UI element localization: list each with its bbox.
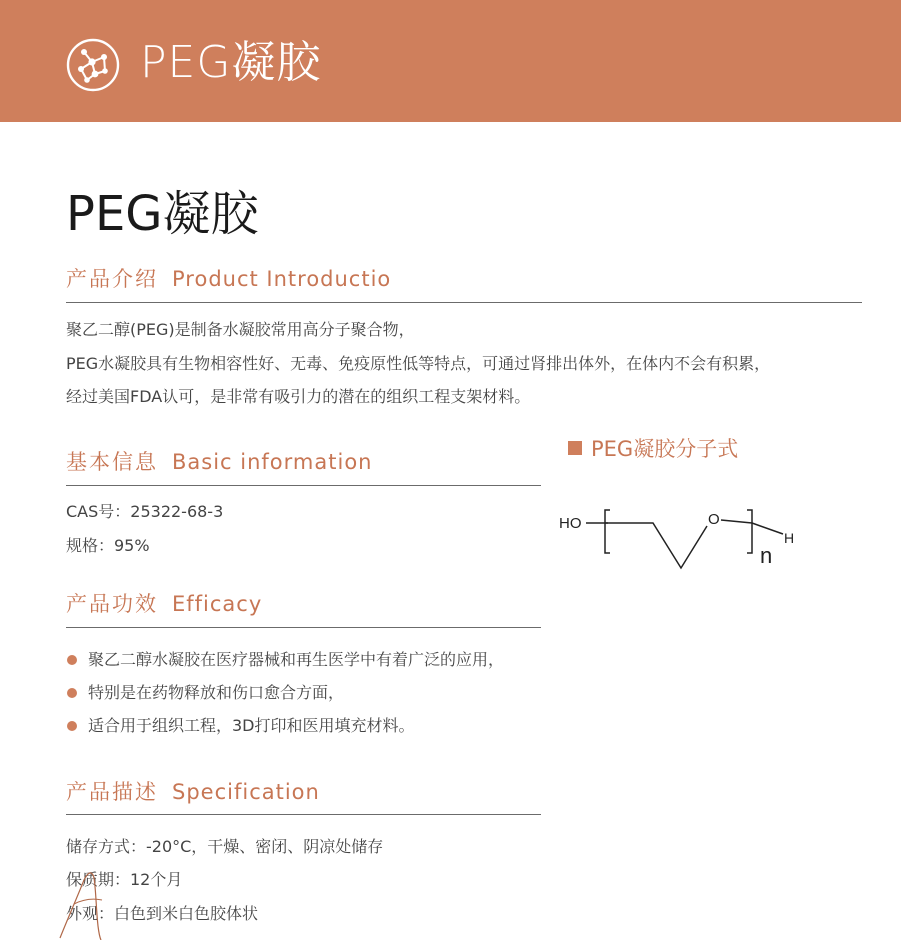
molecule-network-icon [66, 38, 120, 92]
intro-line: 经过美国FDA认可，是非常有吸引力的潜在的组织工程支架材料。 [66, 387, 531, 406]
basic-heading-en: Basic information [172, 450, 373, 474]
efficacy-divider [66, 627, 541, 628]
formula-heading-text: PEG凝胶分子式 [591, 437, 739, 461]
intro-heading-en: Product Introductio [172, 267, 392, 291]
structure-label-h: H [784, 530, 795, 546]
structure-label-ho: HO [559, 515, 582, 532]
cas-number: CAS号：25322-68-3 [66, 502, 224, 521]
basic-heading-cn: 基本信息 [66, 450, 158, 474]
specification-heading [66, 777, 320, 807]
bullet-dot-icon [67, 721, 77, 731]
bullet-dot-icon [67, 655, 77, 665]
peg-structure-diagram [555, 498, 815, 578]
storage-condition: 储存方式：-20°C，干燥、密闭、阴凉处储存 [66, 837, 384, 856]
page-title: PEG凝胶 [66, 186, 259, 242]
structure-label-o: O [708, 511, 720, 528]
header-banner [0, 0, 901, 122]
structure-label-n: n [760, 543, 773, 568]
efficacy-item-text: 特别是在药物释放和伤口愈合方面， [88, 683, 345, 702]
specification-heading-cn: 产品描述 [66, 780, 158, 804]
basic-heading [66, 447, 372, 477]
intro-divider [66, 302, 862, 303]
shelf-life: 保质期：12个月 [66, 870, 183, 889]
intro-line: 聚乙二醇(PEG)是制备水凝胶常用高分子聚合物， [66, 320, 415, 339]
specification-heading-en: Specification [172, 780, 320, 804]
efficacy-item-text: 聚乙二醇水凝胶在医疗器械和再生医学中有着广泛的应用， [88, 650, 505, 669]
square-bullet-icon [568, 441, 582, 455]
pen-scribble-decoration [52, 860, 122, 940]
purity-spec: 规格：95% [66, 536, 150, 555]
efficacy-heading-cn: 产品功效 [66, 592, 158, 616]
intro-heading-cn: 产品介绍 [66, 267, 158, 291]
basic-divider [66, 485, 541, 486]
banner-title: PEG凝胶 [140, 37, 322, 88]
efficacy-heading-en: Efficacy [172, 592, 263, 616]
bullet-dot-icon [67, 688, 77, 698]
intro-line: PEG水凝胶具有生物相容性好、无毒、免疫原性低等特点，可通过肾排出体外，在体内不会有积累， [66, 354, 771, 373]
specification-divider [66, 814, 541, 815]
efficacy-item-text: 适合用于组织工程，3D打印和医用填充材料。 [88, 716, 415, 735]
intro-heading [66, 264, 391, 294]
formula-heading [568, 434, 738, 464]
efficacy-heading [66, 589, 262, 619]
appearance: 外观：白色到米白色胶体状 [66, 904, 259, 923]
